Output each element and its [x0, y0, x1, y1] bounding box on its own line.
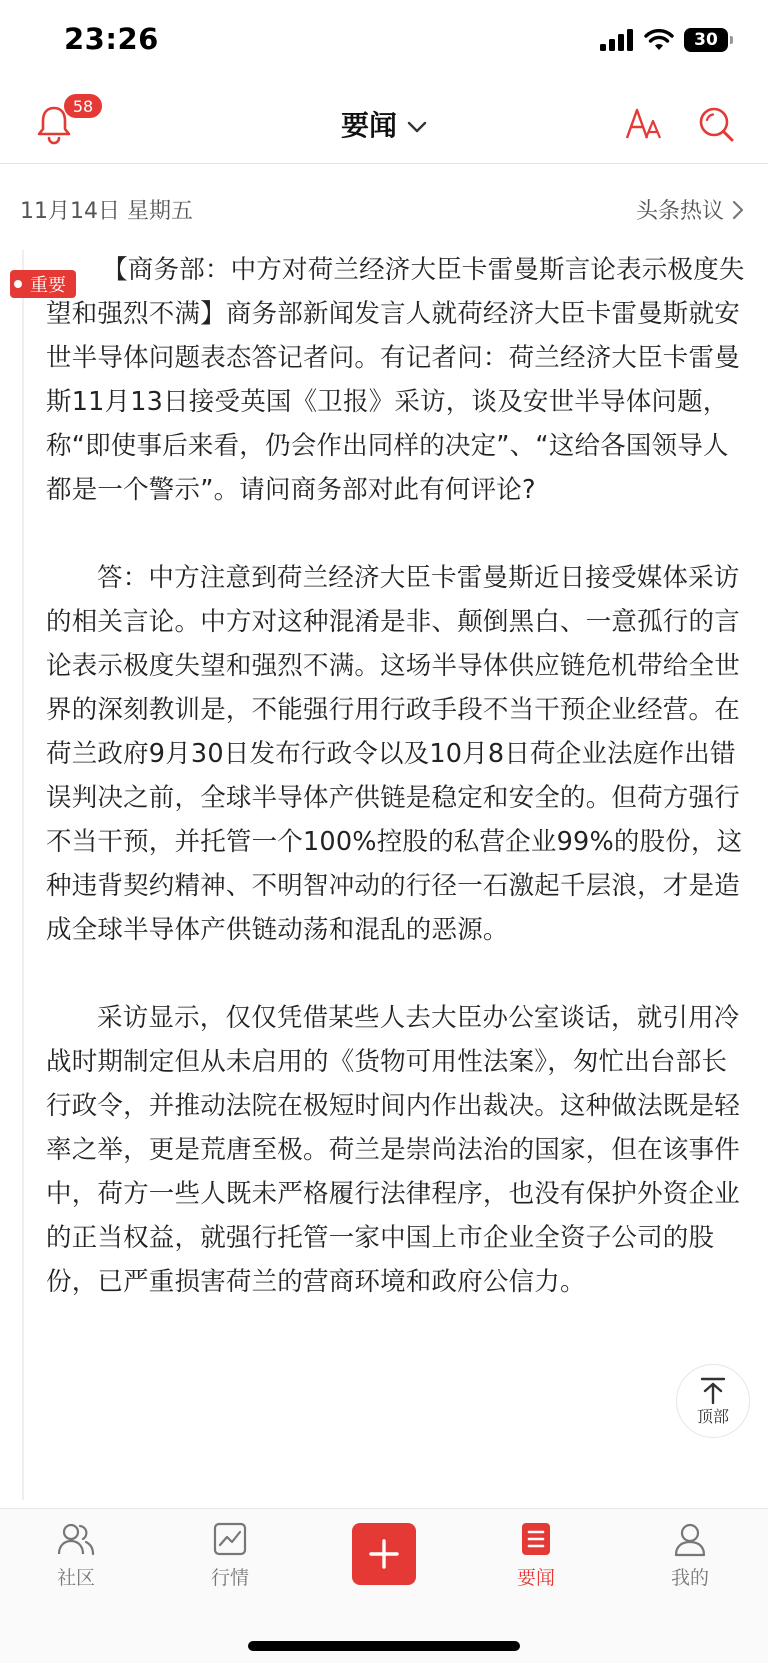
post-button[interactable] [352, 1523, 416, 1585]
tab-community[interactable] [26, 1521, 126, 1590]
bottom-tab-bar [0, 1508, 768, 1663]
chevron-down-icon [407, 120, 427, 134]
status-time: 23:26 [64, 22, 159, 56]
page-title: 要闻 [340, 109, 397, 142]
date-label: 11月14日 星期五 [20, 199, 193, 224]
arrow-up-icon [700, 1376, 726, 1404]
news-icon [520, 1521, 552, 1557]
battery-icon: 30 [684, 28, 728, 52]
status-bar [0, 0, 768, 84]
chart-icon [212, 1521, 248, 1557]
font-size-icon[interactable] [624, 104, 664, 144]
tab-label: 行情 [210, 1567, 249, 1589]
tab-label: 要闻 [516, 1567, 555, 1589]
date-row [20, 190, 744, 230]
article-paragraph: 【商务部：中方对荷兰经济大臣卡雷曼斯言论表示极度失望和强烈不满】商务部新闻发言人就荷经济大臣卡雷曼斯就安世半导体问题表态答记者问。有记者问：荷兰经济大臣卡雷曼斯11月13日接受英国《卫报》采访，谈及安世半导体问题，称“即使事后来看，仍会作出同样的决定”、“这给各国领导人都是一个警示”。请问商务部对此有何评论? [46, 255, 745, 505]
hot-topics-link[interactable] [636, 194, 744, 225]
back-to-top-button[interactable] [676, 1364, 750, 1438]
timeline-line [22, 250, 24, 1500]
app-header [0, 84, 768, 164]
tab-news[interactable] [486, 1521, 586, 1590]
user-icon [672, 1521, 708, 1557]
article-paragraph: 采访显示，仅仅凭借某些人去大臣办公室谈话，就引用冷战时期制定但从未启用的《货物可用性法案》，匆忙出台部长行政令，并推动法院在极短时间内作出裁决。这种做法既是轻率之举，更是荒唐至极。荷兰是崇尚法治的国家，但在该事件中，荷方一些人既未严格履行法律程序，也没有保护外资企业的正当权益，就强行托管一家中国上市企业全资子公司的股份，已严重损害荷兰的营商环境和政府公信力。 [46, 1003, 740, 1297]
status-icons [600, 28, 728, 52]
news-article[interactable] [46, 248, 746, 1348]
tab-market[interactable] [180, 1521, 280, 1590]
back-to-top-label: 顶部 [696, 1406, 729, 1426]
tab-label: 社区 [56, 1567, 95, 1589]
important-badge: 重要 [10, 270, 76, 298]
wifi-icon [644, 29, 674, 51]
signal-icon [600, 29, 634, 51]
hot-topics-label: 头条热议 [635, 199, 724, 224]
notification-badge: 58 [64, 94, 102, 118]
tab-profile[interactable] [640, 1521, 740, 1590]
article-paragraph: 答：中方注意到荷兰经济大臣卡雷曼斯近日接受媒体采访的相关言论。中方对这种混淆是非、颠倒黑白、一意孤行的言论表示极度失望和强烈不满。这场半导体供应链危机带给全世界的深刻教训是，不能强行用行政手段不当干预企业经营。在荷兰政府9月30日发布行政令以及10月8日荷企业法庭作出错误判决之前，全球半导体产供链是稳定和安全的。但荷方强行不当干预，并托管一个100%控股的私营企业99%的股份，这种违背契约精神、不明智冲动的行径一石激起千层浪，才是造成全球半导体产供链动荡和混乱的恶源。 [46, 563, 743, 945]
plus-icon [369, 1539, 399, 1569]
search-icon[interactable] [696, 104, 736, 144]
community-icon [56, 1521, 96, 1557]
home-indicator [248, 1641, 520, 1651]
tab-label: 我的 [670, 1567, 709, 1589]
chevron-right-icon [732, 200, 744, 220]
